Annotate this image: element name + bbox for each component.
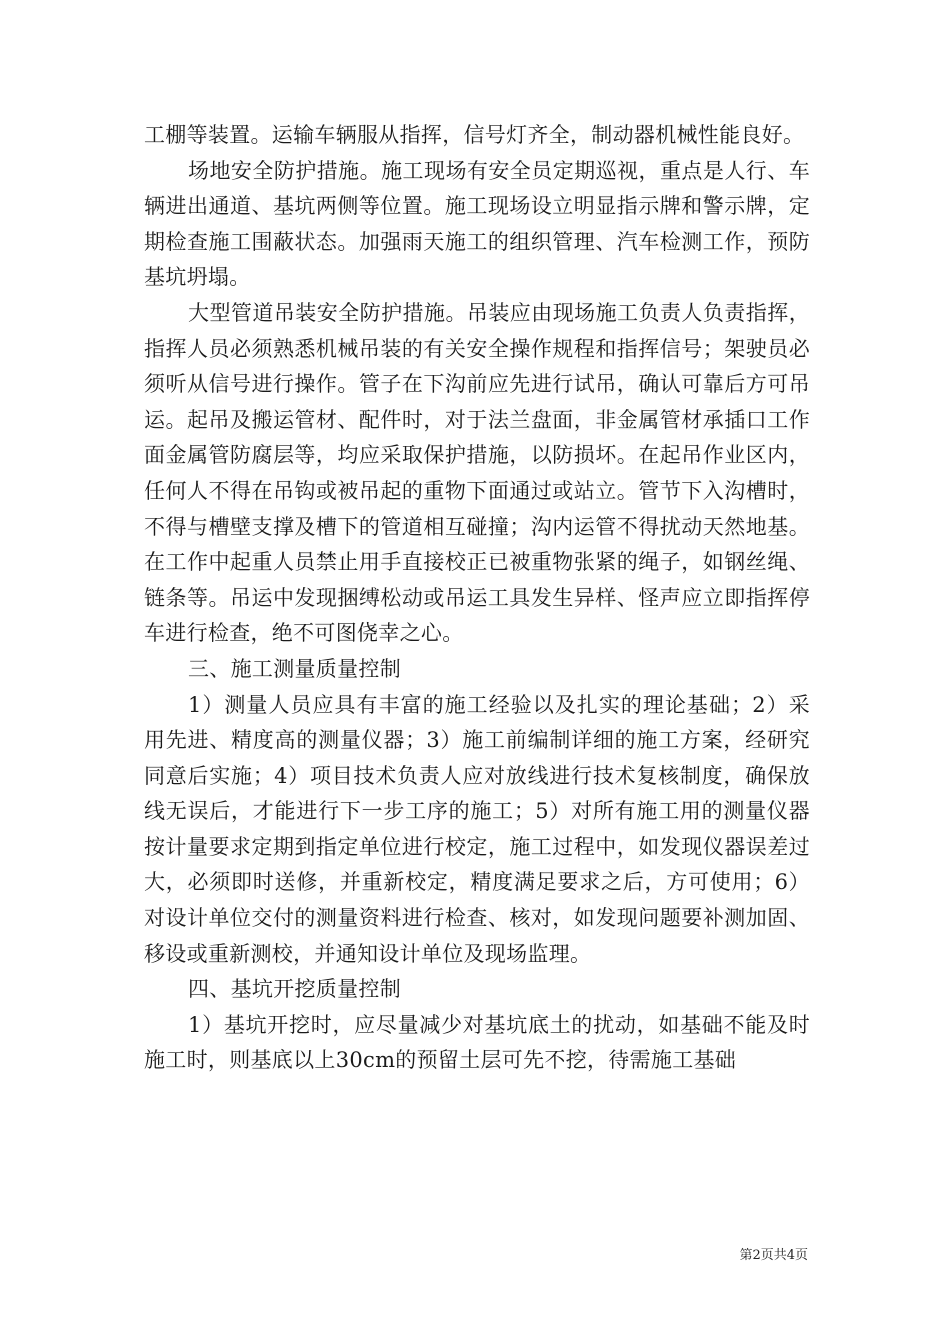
document-body [144, 118, 810, 1079]
paragraph-3: 大型管道吊装安全防护措施。吊装应由现场施工负责人负责指挥，指挥人员必须熟悉机械吊装的有关安全操作规程和指挥信号；架驶员必须听从信号进行操作。管子在下沟前应先进行试吊，确认可靠后方可吊运。起吊及搬运管材、配件时，对于法兰盘面，非金属管材承插口工作面金属管防腐层等，均应采取保护措施，以防损坏。在起吊作业区内，任何人不得在吊钩或被吊起的重物下面通过或站立。管节下入沟槽时，不得与槽壁支撑及槽下的管道相互碰撞；沟内运管不得扰动天然地基。在工作中起重人员禁止用手直接校正已被重物张紧的绳子，如钢丝绳、链条等。吊运中发现捆缚松动或吊运工具发生异样、怪声应立即指挥停车进行检查，绝不可图侥幸之心。 [144, 300, 810, 646]
section-heading-3: 三、施工测量质量控制 [188, 656, 401, 681]
paragraph-1: 工棚等装置。运输车辆服从指挥，信号灯齐全，制动器机械性能良好。 [144, 123, 805, 147]
paragraph-2: 场地安全防护措施。施工现场有安全员定期巡视，重点是人行、车辆进出通道、基坑两侧等位置。施工现场设立明显指示牌和警示牌，定期检查施工围蔽状态。加强雨天施工的组织管理、汽车检测工作，预防基坑坍塌。 [144, 158, 810, 290]
page-number-footer: 第2页共4页 [739, 1248, 808, 1263]
paragraph-4: 1）测量人员应具有丰富的施工经验以及扎实的理论基础；2）采用先进、精度高的测量仪器；3）施工前编制详细的施工方案，经研究同意后实施；4）项目技术负责人应对放线进行技术复核制度，确保放线无误后，才能进行下一步工序的施工；5）对所有施工用的测量仪器按计量要求定期到指定单位进行校定，施工过程中，如发现仪器误差过大，必须即时送修，并重新校定，精度满足要求之后，方可使用；6）对设计单位交付的测量资料进行检查、核对，如发现问题要补测加固、移设或重新测校，并通知设计单位及现场监理。 [144, 692, 810, 966]
section-heading-4: 四、基坑开挖质量控制 [188, 977, 401, 1002]
paragraph-5: 1）基坑开挖时，应尽量减少对基坑底土的扰动，如基础不能及时施工时，则基底以上30cm的预留土层可先不挖，待需施工基础 [144, 1012, 810, 1073]
